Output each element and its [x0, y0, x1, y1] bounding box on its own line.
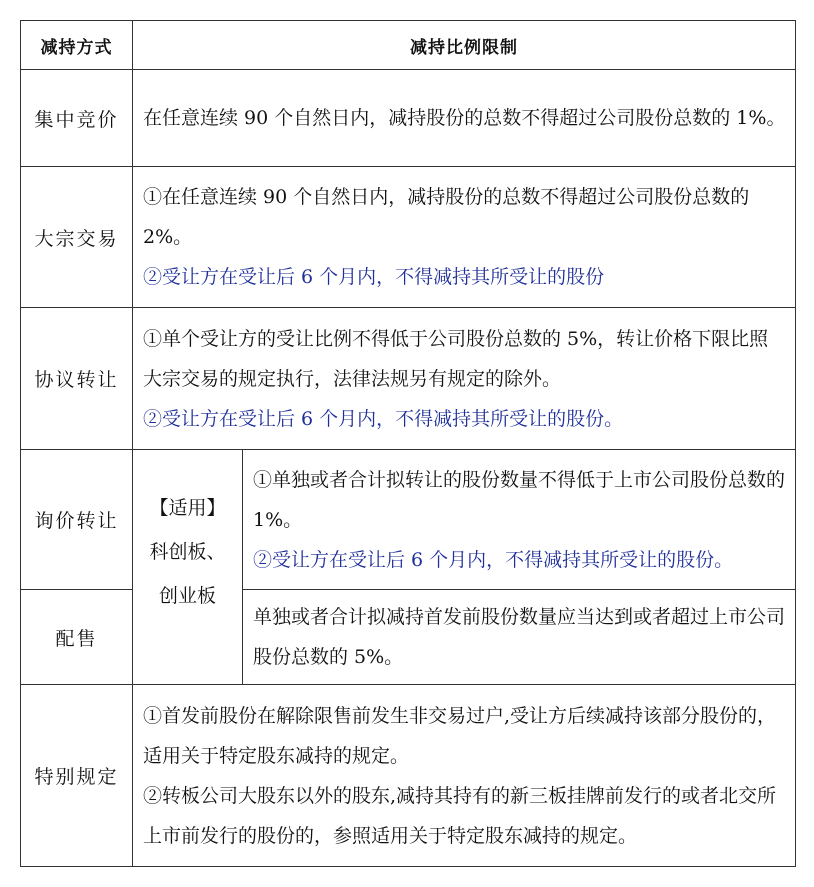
- row-content: [243, 590, 796, 685]
- rule-text: ②转板公司大股东以外的股东,减持其持有的新三板挂牌前发行的或者北交所上市前发行的股份的，参照适用关于特定股东减持的规定。: [143, 784, 777, 847]
- reduction-limit-table: [20, 20, 796, 867]
- row-content: [133, 308, 796, 450]
- row-label: 询价转让: [21, 450, 133, 590]
- row-content: [243, 450, 796, 590]
- rule-text-highlight: ②受让方在受让后 6 个月内，不得减持其所受让的股份。: [253, 548, 734, 571]
- applicable-board: 科创板、: [149, 541, 226, 563]
- rule-text: ①单个受让方的受让比例不得低于公司股份总数的 5%，转让价格下限比照大宗交易的规定执行，法律法规另有规定的除外。: [143, 327, 769, 390]
- row-content: [133, 70, 796, 167]
- row-content: [133, 167, 796, 308]
- row-label: 协议转让: [21, 308, 133, 450]
- row-label: 大宗交易: [21, 167, 133, 308]
- rule-text: ①首发前股份在解除限售前发生非交易过户,受让方后续减持该部分股份的，适用关于特定股东减持的规定。: [143, 704, 777, 767]
- row-label: 配售: [21, 590, 133, 685]
- table-row: [21, 685, 796, 867]
- header-row: [21, 21, 796, 70]
- applicable-boards: [133, 450, 243, 685]
- rule-text: ①在任意连续 90 个自然日内，减持股份的总数不得超过公司股份总数的 2%。: [143, 186, 750, 248]
- rule-text: 单独或者合计拟减持首发前股份数量应当达到或者超过上市公司股份总数的 5%。: [253, 606, 786, 668]
- applicable-board: 创业板: [158, 585, 216, 607]
- rule-text: 在任意连续 90 个自然日内，减持股份的总数不得超过公司股份总数的 1%。: [143, 107, 786, 129]
- table-row: [21, 450, 796, 590]
- rule-text: ①单独或者合计拟转让的股份数量不得低于上市公司股份总数的 1%。: [253, 468, 786, 531]
- row-label: 特别规定: [21, 685, 133, 867]
- row-label: 集中竞价: [21, 70, 133, 167]
- row-content: [133, 685, 796, 867]
- table-row: [21, 308, 796, 450]
- header-method: 减持方式: [21, 21, 133, 70]
- rule-text-highlight: ②受让方在受让后 6 个月内，不得减持其所受让的股份: [143, 266, 605, 288]
- applicable-tag: 【适用】: [149, 497, 226, 519]
- header-limit: 减持比例限制: [133, 21, 796, 70]
- rule-text-highlight: ②受让方在受让后 6 个月内，不得减持其所受让的股份。: [143, 407, 624, 430]
- table-row: [21, 167, 796, 308]
- table-row: [21, 70, 796, 167]
